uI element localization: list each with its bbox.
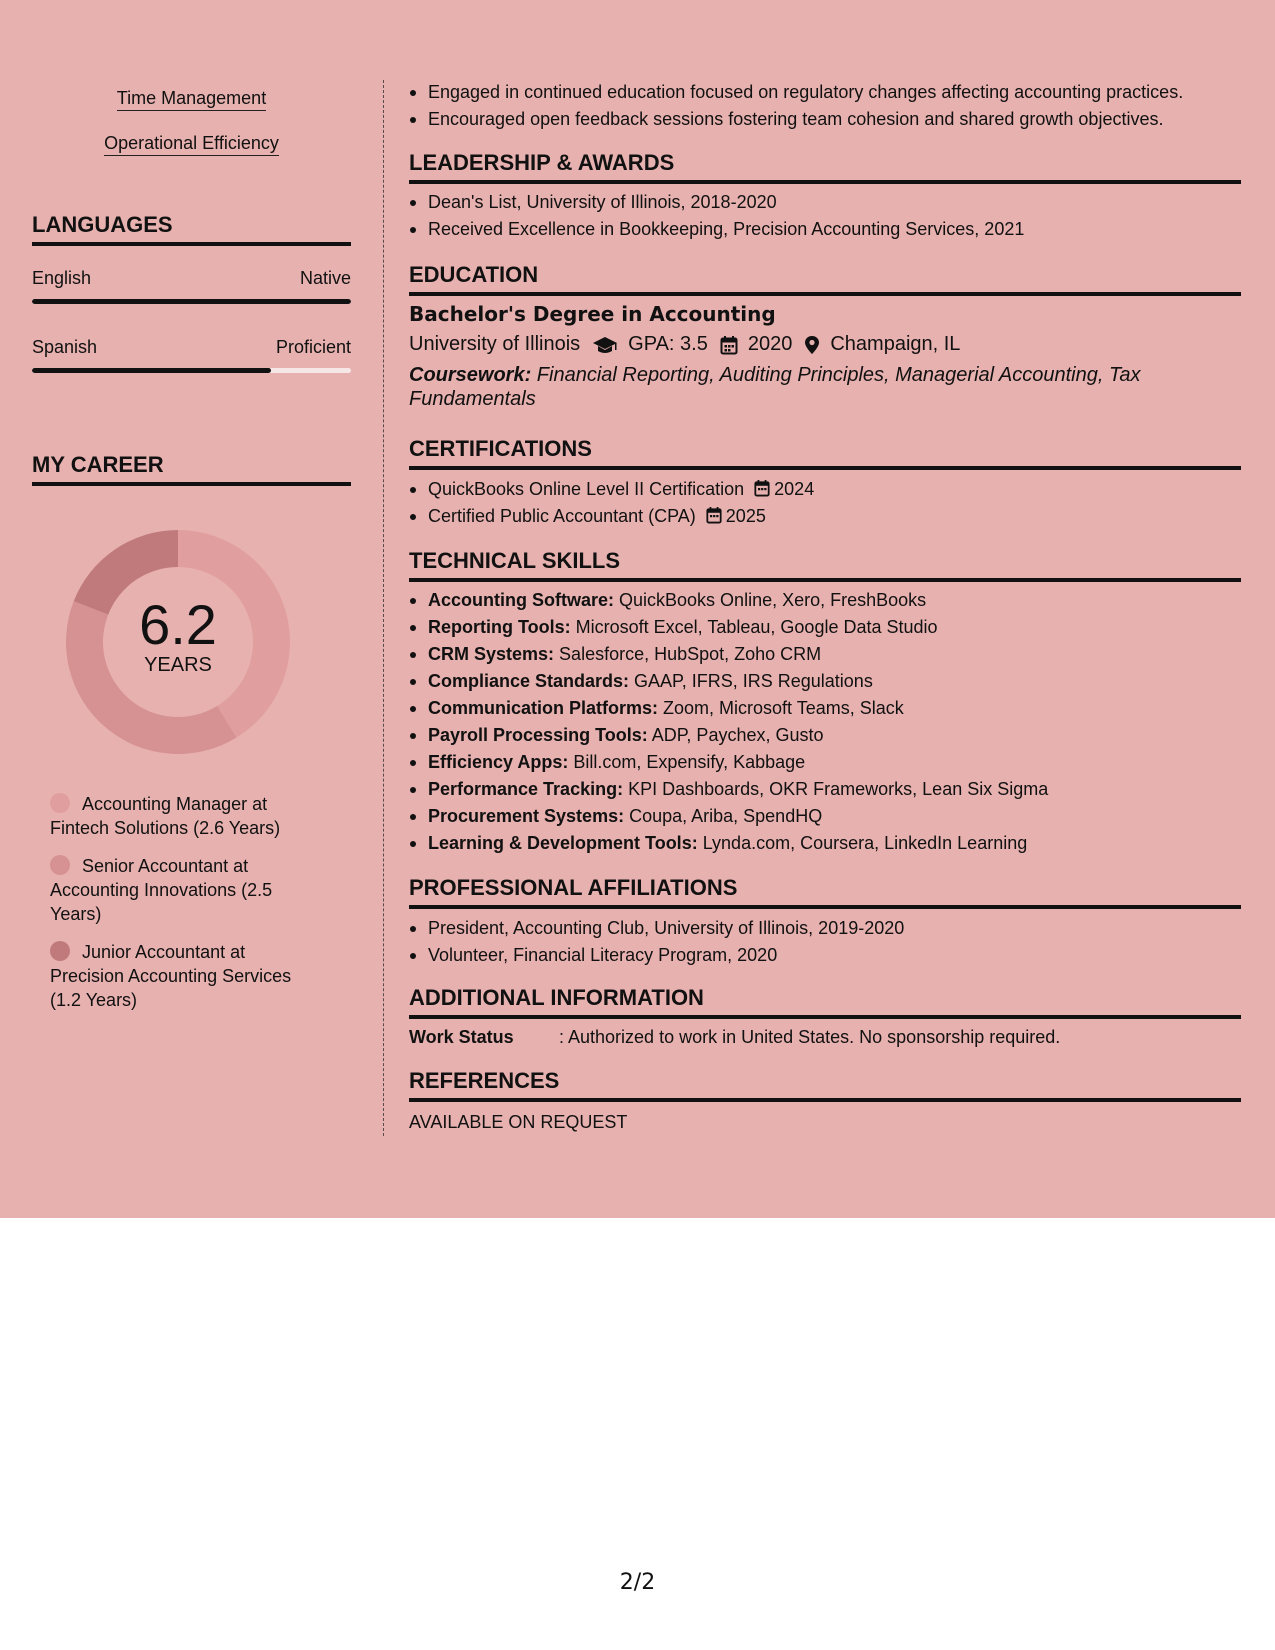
career-legend-item: [50, 854, 320, 926]
list-item: [409, 668, 1241, 695]
legend-dot: [50, 855, 70, 875]
skill-values: Zoom, Microsoft Teams, Slack: [658, 698, 904, 718]
technical-skills-list: [409, 587, 1241, 857]
language-level: Native: [299, 268, 351, 288]
skill-label: Time Management: [117, 88, 266, 111]
work-status-value: : Authorized to work in United States. No sponsorship required.: [559, 1027, 1061, 1047]
language-name: Spanish: [32, 337, 98, 357]
language-progress-bar: [32, 299, 351, 304]
skill-category: Reporting Tools:: [428, 617, 571, 637]
work-status: [409, 1027, 1060, 1048]
career-legend-item: [50, 940, 320, 1012]
languages-heading: LANGUAGES: [32, 212, 351, 246]
map-pin-icon: [804, 335, 820, 355]
language-progress-fill: [32, 368, 271, 373]
skill-category: Payroll Processing Tools:: [428, 725, 648, 745]
calendar-icon: [754, 479, 770, 497]
list-item: [409, 803, 1241, 830]
certification-name: QuickBooks Online Level II Certification: [428, 479, 745, 499]
work-status-label: Work Status: [409, 1027, 514, 1047]
skill-values: Microsoft Excel, Tableau, Google Data Studio: [570, 617, 938, 637]
graduation-year: 2020: [747, 333, 793, 355]
skill-category: Communication Platforms:: [428, 698, 659, 718]
coursework-list: Financial Reporting, Auditing Principles, Managerial Accounting, Tax Fundamentals: [409, 364, 1141, 410]
career-legend-item: [50, 792, 320, 840]
skill-values: Lynda.com, Coursera, LinkedIn Learning: [697, 833, 1028, 853]
certification-year: 2024: [774, 479, 815, 499]
skill-category: Accounting Software:: [428, 590, 615, 610]
list-item: Encouraged open feedback sessions fostering team cohesion and shared growth objectives.: [409, 106, 1241, 133]
list-item: [409, 476, 1241, 503]
school-location: Champaign, IL: [830, 333, 961, 355]
skill-label: Operational Efficiency: [104, 133, 279, 156]
graduation-cap-icon: [592, 335, 618, 355]
affiliations-heading: PROFESSIONAL AFFILIATIONS: [409, 875, 1241, 909]
list-item: [409, 641, 1241, 668]
career-total-years: 6.2: [139, 592, 217, 656]
skill-values: Salesforce, HubSpot, Zoho CRM: [554, 644, 822, 664]
gpa: GPA: 3.5: [628, 333, 708, 355]
skill-values: QuickBooks Online, Xero, FreshBooks: [614, 590, 927, 610]
skill-category: Procurement Systems:: [428, 806, 625, 826]
skill-category: Learning & Development Tools:: [428, 833, 698, 853]
calendar-icon: [706, 506, 722, 524]
column-divider: [383, 80, 384, 1136]
list-item: [409, 503, 1241, 530]
legend-label: Junior Accountant at Precision Accounting Services (1.2 Years): [50, 942, 292, 1010]
leadership-list: [409, 189, 1241, 243]
skill-item: [32, 88, 351, 109]
skill-values: GAAP, IFRS, IRS Regulations: [629, 671, 873, 691]
certifications-list: [409, 476, 1241, 530]
certification-year: 2025: [725, 506, 766, 526]
additional-info-heading: ADDITIONAL INFORMATION: [409, 985, 1241, 1019]
skill-values: Coupa, Ariba, SpendHQ: [624, 806, 823, 826]
skill-values: KPI Dashboards, OKR Frameworks, Lean Six Sigma: [623, 779, 1049, 799]
list-item: [409, 749, 1241, 776]
language-level: Proficient: [275, 337, 351, 357]
degree-title: Bachelor's Degree in Accounting: [409, 302, 776, 326]
legend-dot: [50, 793, 70, 813]
skill-item: [32, 133, 351, 154]
technical-skills-heading: TECHNICAL SKILLS: [409, 548, 1241, 582]
language-name: English: [32, 268, 92, 288]
list-item: [409, 830, 1241, 857]
certification-name: Certified Public Accountant (CPA): [428, 506, 696, 526]
calendar-icon: [720, 335, 738, 355]
skill-values: ADP, Paychex, Gusto: [647, 725, 824, 745]
skill-category: CRM Systems:: [428, 644, 555, 664]
skill-category: Compliance Standards:: [428, 671, 630, 691]
list-item: President, Accounting Club, University of Illinois, 2019-2020: [409, 915, 1241, 942]
list-item: [409, 722, 1241, 749]
page-number: 2/2: [619, 1570, 656, 1595]
list-item: Received Excellence in Bookkeeping, Precision Accounting Services, 2021: [409, 216, 1241, 243]
career-donut-center: [66, 530, 290, 754]
list-item: [409, 776, 1241, 803]
affiliations-list: [409, 915, 1241, 969]
language-row: [32, 337, 351, 358]
language-row: [32, 268, 351, 289]
coursework: [409, 363, 1179, 411]
language-progress-fill: [32, 299, 351, 304]
education-meta: [409, 333, 960, 356]
skill-values: Bill.com, Expensify, Kabbage: [568, 752, 806, 772]
leadership-heading: LEADERSHIP & AWARDS: [409, 150, 1241, 184]
legend-label: Senior Accountant at Accounting Innovations (2.5 Years): [50, 856, 273, 924]
school-name: University of Illinois: [409, 333, 581, 355]
references-value: AVAILABLE ON REQUEST: [409, 1112, 628, 1132]
legend-dot: [50, 941, 70, 961]
experience-bullets: [409, 79, 1241, 133]
list-item: Volunteer, Financial Literacy Program, 2020: [409, 942, 1241, 969]
list-item: Engaged in continued education focused on regulatory changes affecting accounting practices.: [409, 79, 1241, 106]
references-heading: REFERENCES: [409, 1068, 1241, 1102]
skill-category: Efficiency Apps:: [428, 752, 569, 772]
education-heading: EDUCATION: [409, 262, 1241, 296]
list-item: [409, 614, 1241, 641]
coursework-label: Coursework:: [409, 364, 532, 386]
language-progress-bar: [32, 368, 351, 373]
career-total-unit: YEARS: [144, 653, 212, 676]
list-item: [409, 587, 1241, 614]
skill-category: Performance Tracking:: [428, 779, 624, 799]
legend-label: Accounting Manager at Fintech Solutions (2.6 Years): [50, 794, 281, 838]
career-heading: MY CAREER: [32, 452, 351, 486]
list-item: [409, 695, 1241, 722]
certifications-heading: CERTIFICATIONS: [409, 436, 1241, 470]
list-item: Dean's List, University of Illinois, 2018-2020: [409, 189, 1241, 216]
